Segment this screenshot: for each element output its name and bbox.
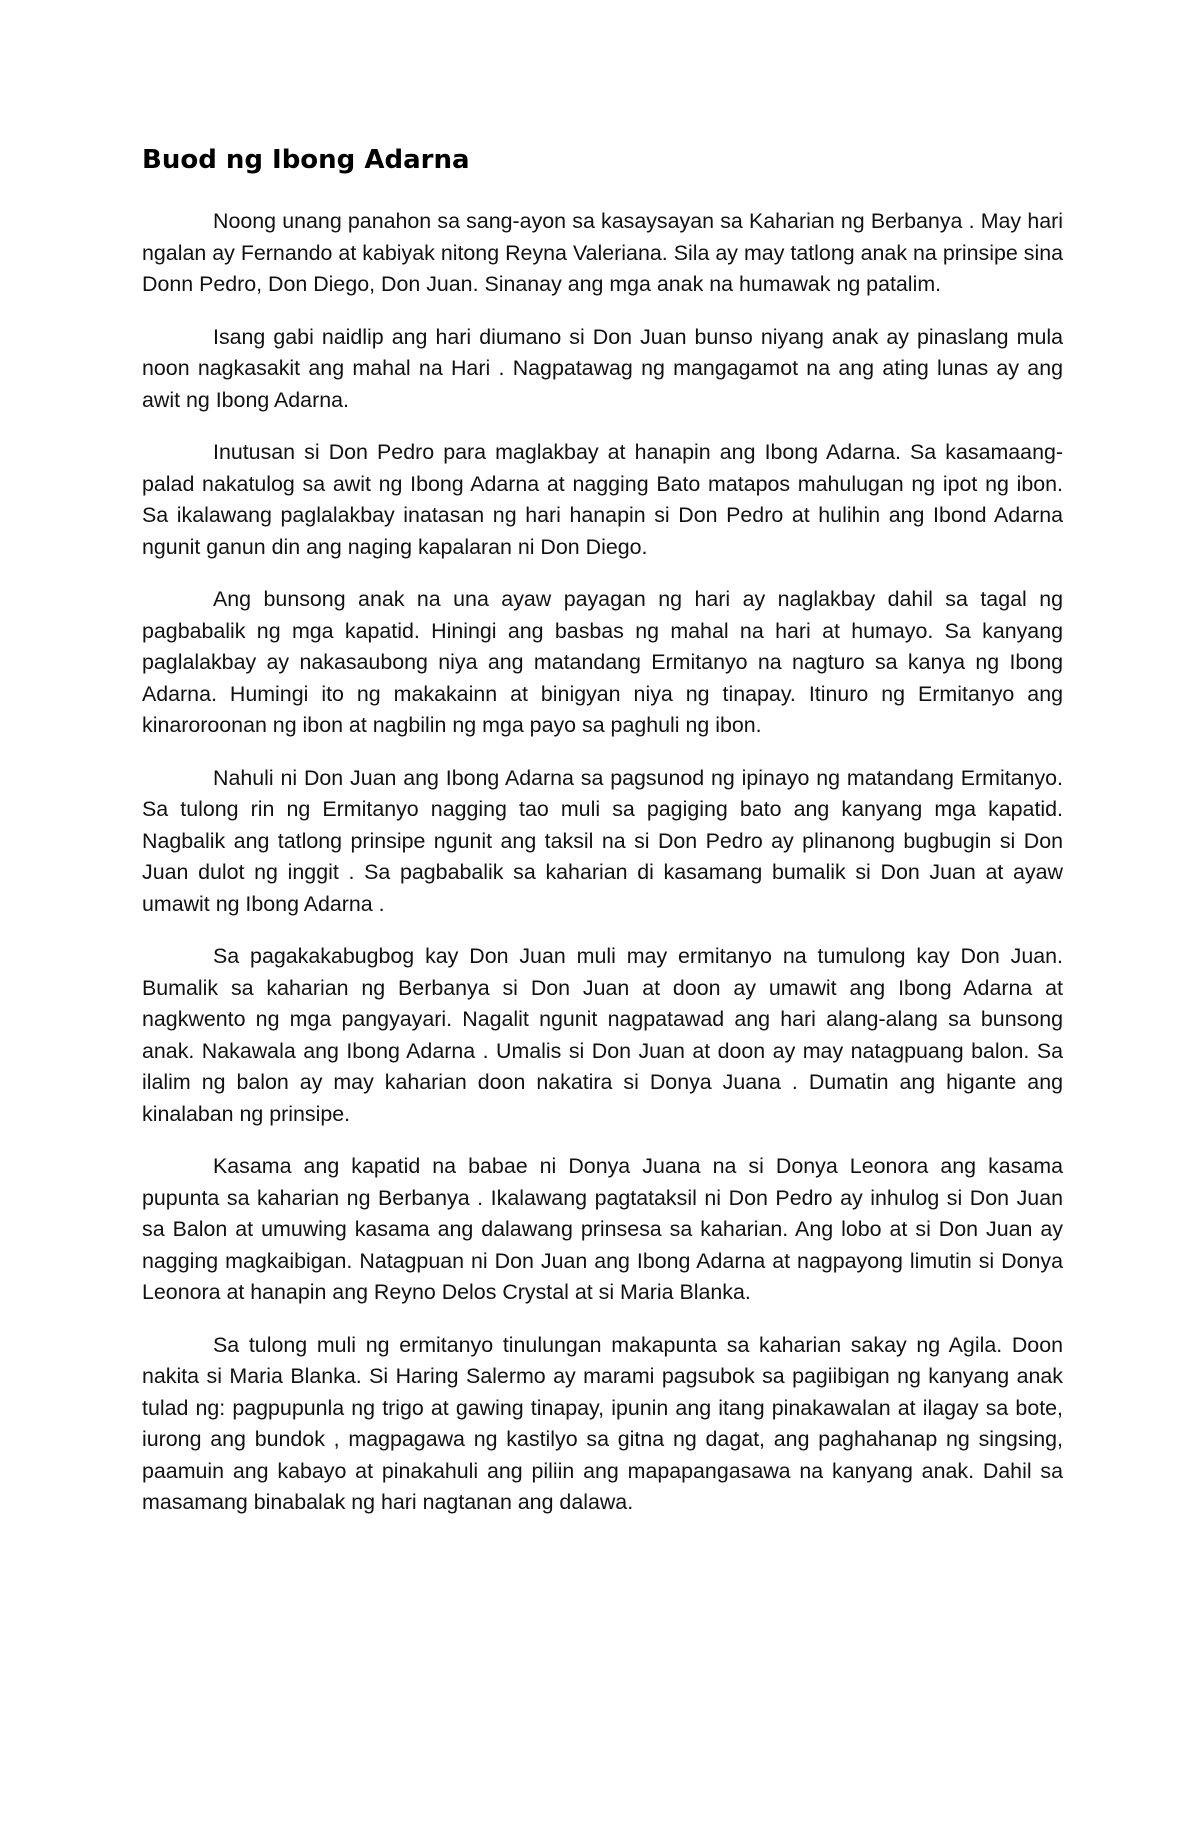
document-body: [142, 206, 1063, 1540]
paragraph-1: Noong unang panahon sa sang-ayon sa kasaysayan sa Kaharian ng Berbanya . May hari ngalan ay Fernando at kabiyak nitong Reyna Valeriana. Sila ay may tatlong anak na prinsipe sina Donn Pedro, Don Diego, Don Juan. Sinanay ang mga anak na humawak ng patalim.: [142, 209, 1063, 296]
paragraph-2: Isang gabi naidlip ang hari diumano si Don Juan bunso niyang anak ay pinaslang mula noon nagkasakit ang mahal na Hari . Nagpatawag ng mangagamot na ang ating lunas ay ang awit ng Ibong Adarna.: [142, 324, 1063, 412]
paragraph-7: Kasama ang kapatid na babae ni Donya Juana na si Donya Leonora ang kasama pupunta sa kaharian ng Berbanya . Ikalawang pagtataksil ni Don Pedro ay inhulog si Don Juan sa Balon at umuwing kasama ang dalawang prinsesa sa kaharian. Ang lobo at si Don Juan ay nagging magkaibigan. Natagpuan ni Don Juan ang Ibong Adarna at nagpayong limutin si Donya Leonora at hanapin ang Reyno Delos Crystal at si Maria Blanka.: [142, 1154, 1063, 1304]
document-title: Buod ng Ibong Adarna: [142, 145, 470, 175]
paragraph-4: Ang bunsong anak na una ayaw payagan ng hari ay naglakbay dahil sa tagal ng pagbabalik ng mga kapatid. Hiningi ang basbas ng mahal na hari at humayo. Sa kanyang paglalakbay ay nakasaubong niya ang matandang Ermitanyo na nagturo sa kanya ng Ibong Adarna. Humingi ito ng makakainn at binigyan niya ng tinapay. Itinuro ng Ermitanyo ang kinaroroonan ng ibon at nagbilin ng mga payo sa paghuli ng ibon.: [142, 587, 1063, 737]
paragraph-3: Inutusan si Don Pedro para maglakbay at hanapin ang Ibong Adarna. Sa kasamaang-palad nakatulog sa awit ng Ibong Adarna at nagging Bato matapos mahulugan ng ipot ng ibon. Sa ikalawang paglalakbay inatasan ng hari hanapin si Don Pedro at hulihin ang Ibond Adarna ngunit ganun din ang naging kapalaran ni Don Diego.: [142, 440, 1063, 559]
paragraph-5: Nahuli ni Don Juan ang Ibong Adarna sa pagsunod ng ipinayo ng matandang Ermitanyo. Sa tulong rin ng Ermitanyo nagging tao muli sa pagiging bato ang kanyang mga kapatid. Nagbalik ang tatlong prinsipe ngunit ang taksil na si Don Pedro ay plinanong bugbugin si Don Juan dulot ng inggit . Sa pagbabalik sa kaharian di kasamang bumalik si Don Juan at ayaw umawit ng Ibong Adarna .: [142, 765, 1063, 916]
paragraph-6: Sa pagakakabugbog kay Don Juan muli may ermitanyo na tumulong kay Don Juan. Bumalik sa kaharian ng Berbanya si Don Juan at doon ay umawit ang Ibong Adarna at nagkwento ng mga pangyayari. Nagalit ngunit nagpatawad ang hari alang-alang sa bunsong anak. Nakawala ang Ibong Adarna . Umalis si Don Juan at doon ay may natagpuang balon. Sa ilalim ng balon ay may kaharian doon nakatira si Donya Juana . Dumatin ang higante ang kinalaban ng prinsipe.: [142, 944, 1063, 1126]
paragraph-8: Sa tulong muli ng ermitanyo tinulungan makapunta sa kaharian sakay ng Agila. Doon nakita si Maria Blanka. Si Haring Salermo ay marami pagsubok sa pagiibigan ng kanyang anak tulad ng: pagpupunla ng trigo at gawing tinapay, ipunin ang itang pinakawalan at ilagay sa bote, iurong ang bundok , magpagawa ng kastilyo sa gitna ng dagat, ang paghahanap ng singsing, paamuin ang kabayo at pinakahuli ang piliin ang mapapangasawa na kanyang anak. Dahil sa masamang binabalak ng hari nagtanan ang dalawa.: [142, 1332, 1063, 1514]
